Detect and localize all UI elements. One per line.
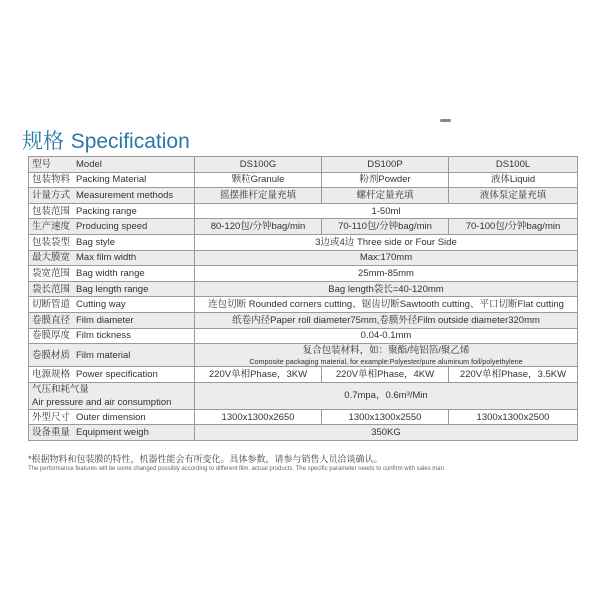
title-zh: 规格 xyxy=(22,129,64,153)
footnote-zh: *根据物料和包装膜的特性，机器性能会有所变化。具体参数，请参与销售人员洽谈确认。 xyxy=(28,454,383,464)
header-decoration xyxy=(440,119,451,122)
page-title xyxy=(22,126,190,157)
row-label: 包装范围 Packing range xyxy=(29,203,195,219)
cell-value: Bag length袋长=40-120mm xyxy=(195,281,578,297)
row-label: 袋长范围 Bag length range xyxy=(29,281,195,297)
air-label-en: Air pressure and air consumption xyxy=(32,396,172,408)
film-material-en: Composite packaging material, for example:Polyester/pure aluminum foil/polyethylene xyxy=(249,357,523,367)
cell-value: 220V单相Phase，4KW xyxy=(322,367,449,383)
footnote xyxy=(28,454,588,473)
cell-value: 1300x1300x2550 xyxy=(322,409,449,425)
row-label: 电源规格 Power specification xyxy=(29,367,195,383)
row-label: 卷膜材质 Film material xyxy=(29,344,195,367)
table-row xyxy=(29,188,578,204)
cell-value: 1300x1300x2650 xyxy=(195,409,322,425)
cell-value: 25mm-85mm xyxy=(195,266,578,282)
table-row xyxy=(29,409,578,425)
row-label: 最大膜宽 Max film width xyxy=(29,250,195,266)
cell-value: 220V单相Phase，3.5KW xyxy=(449,367,578,383)
cell-value: DS100G xyxy=(195,157,322,173)
table-row xyxy=(29,367,578,383)
table-row xyxy=(29,250,578,266)
row-label xyxy=(29,382,195,409)
table-row xyxy=(29,344,578,367)
table-row xyxy=(29,382,578,409)
cell-value: 0.7mpa，0.6m³/Min xyxy=(195,382,578,409)
row-label: 外型尺寸 Outer dimension xyxy=(29,409,195,425)
row-label: 切断管道 Cutting way xyxy=(29,297,195,313)
table-row xyxy=(29,157,578,173)
cell-value: 1-50ml xyxy=(195,203,578,219)
specification-table xyxy=(28,156,578,441)
cell-value: 液体泵定量充填 xyxy=(449,188,578,204)
cell-value: 摇摆推杆定量充填 xyxy=(195,188,322,204)
row-label: 型号 Model xyxy=(29,157,195,173)
table-row xyxy=(29,425,578,441)
cell-value: Max:170mm xyxy=(195,250,578,266)
row-label: 包装物料 Packing Material xyxy=(29,172,195,188)
cell-value: 220V单相Phase，3KW xyxy=(195,367,322,383)
title-en: Specification xyxy=(70,130,190,153)
cell-value: 3边或4边 Three side or Four Side xyxy=(195,234,578,250)
cell-value: DS100P xyxy=(322,157,449,173)
row-label: 计量方式 Measurement methods xyxy=(29,188,195,204)
cell-value: 350KG xyxy=(195,425,578,441)
cell-value: 粉剂Powder xyxy=(322,172,449,188)
row-label: 包装袋型 Bag style xyxy=(29,234,195,250)
row-label: 设备重量 Equipment weigh xyxy=(29,425,195,441)
cell-value: 70-100包/分钟bag/min xyxy=(449,219,578,235)
cell-value: 颗粒Granule xyxy=(195,172,322,188)
table-row xyxy=(29,234,578,250)
table-row xyxy=(29,297,578,313)
cell-value: 连包切断 Rounded corners cutting、锯齿切断Sawtooth cutting、平口切断Flat cutting xyxy=(195,297,578,313)
cell-value xyxy=(195,344,578,367)
table-row xyxy=(29,312,578,328)
row-label: 卷膜直径 Film diameter xyxy=(29,312,195,328)
table-row xyxy=(29,266,578,282)
cell-value: 螺杆定量充填 xyxy=(322,188,449,204)
cell-value: DS100L xyxy=(449,157,578,173)
table-row xyxy=(29,219,578,235)
row-label: 生产速度 Producing speed xyxy=(29,219,195,235)
film-material-zh: 复合包装材料，如：聚酯/纯铝箔/聚乙烯 xyxy=(302,345,470,357)
row-label: 卷膜厚度 Film tickness xyxy=(29,328,195,344)
cell-value: 液体Liquid xyxy=(449,172,578,188)
row-label: 袋宽范围 Bag width range xyxy=(29,266,195,282)
table-row xyxy=(29,203,578,219)
footnote-en: The performance features will be some changed possibly according to different film, actual products. The specific parameter needs to confirm with sales man xyxy=(28,466,444,472)
table-row xyxy=(29,281,578,297)
cell-value: 1300x1300x2500 xyxy=(449,409,578,425)
cell-value: 70-110包/分钟bag/min xyxy=(322,219,449,235)
table-row xyxy=(29,172,578,188)
cell-value: 80-120包/分钟bag/min xyxy=(195,219,322,235)
air-label-zh: 气压和耗气量 xyxy=(32,383,90,395)
table-row xyxy=(29,328,578,344)
cell-value: 纸卷内径Paper roll diameter75mm,卷膜外径Film outside diameter320mm xyxy=(195,312,578,328)
cell-value: 0.04-0.1mm xyxy=(195,328,578,344)
